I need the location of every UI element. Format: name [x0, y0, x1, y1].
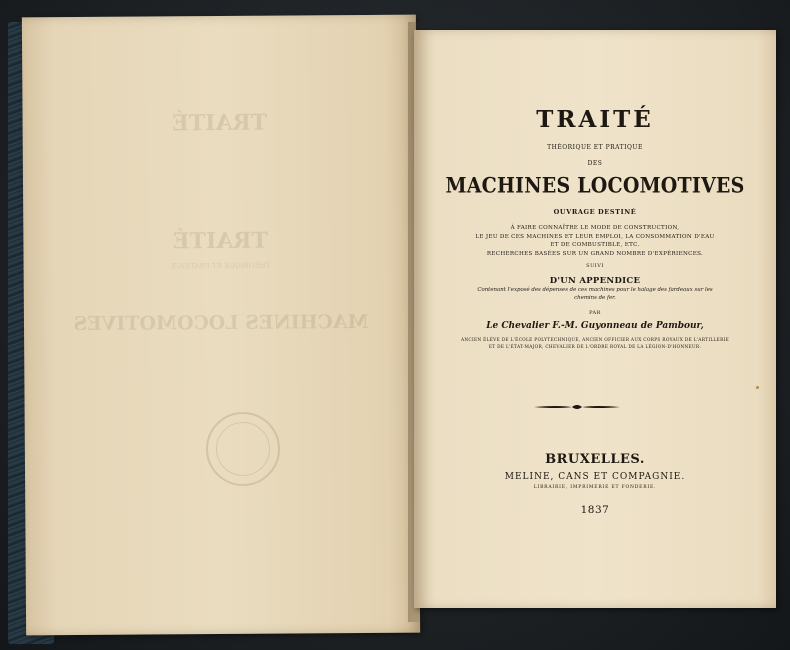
ghost-main-title: MACHINES LOCOMOTIVES	[73, 310, 369, 336]
appendix-heading: D'UN APPENDICE	[549, 276, 641, 286]
title: TRAITÉ	[536, 106, 654, 133]
par-word: PAR	[589, 310, 601, 316]
bleed-through-text	[22, 15, 420, 636]
author-name: Le Chevalier F.-M. Guyonneau de Pambour,	[486, 321, 704, 331]
description-line: À FAIRE CONNAÎTRE LE MODE DE CONSTRUCTION,	[510, 225, 680, 231]
appendix-line: chemins de fer.	[574, 294, 616, 301]
appendix-description	[414, 287, 776, 302]
credentials-line: ANCIEN ÉLÈVE DE L'ÉCOLE POLYTECHNIQUE, ANCIEN OFFICIER AUX CORPS ROYAUX DE L'ARTILLERIE	[460, 338, 730, 343]
year: 1837	[580, 504, 610, 516]
ghost-subtitle: THÉORIQUE ET PRATIQUE	[170, 261, 271, 271]
description-line: ET DE COMBUSTIBLE, ETC.	[550, 242, 640, 249]
title-page-text	[414, 30, 776, 608]
author-credentials	[414, 337, 776, 351]
appendix-line: Contenant l'exposé des dépenses de ces machines pour le halage des fardeaux sur les	[477, 287, 713, 293]
subtitle: THÉORIQUE ET PRATIQUE	[547, 144, 643, 151]
ghost-title-repeat: TRAITÉ	[172, 227, 269, 255]
description-block	[414, 224, 776, 258]
ouvrage-line: OUVRAGE DESTINÉ	[553, 208, 637, 216]
publisher: MELINE, CANS ET COMPAGNIE.	[504, 472, 686, 482]
suivi-word: SUIVI	[586, 263, 604, 269]
des-word: DES	[587, 160, 603, 167]
description-line: LE JEU DE CES MACHINES ET LEUR EMPLOI, LA CONSOMMATION D'EAU	[475, 233, 715, 240]
description-line: RECHERCHES BASÉES SUR UN GRAND NOMBRE D'EXPÉRIENCES.	[486, 250, 704, 257]
publisher-subline: LIBRAIRIE, IMPRIMERIE ET FONDERIE.	[533, 485, 657, 490]
foxing-spot	[756, 386, 759, 389]
faded-stamp	[206, 412, 280, 486]
city: BRUXELLES.	[545, 452, 645, 467]
ornament-rule	[532, 402, 622, 412]
main-title: MACHINES LOCOMOTIVES	[445, 173, 745, 199]
credentials-line: ET DE L'ÉTAT-MAJOR, CHEVALIER DE L'ORDRE ROYAL DE LA LÉGION-D'HONNEUR.	[488, 345, 702, 350]
ghost-title: TRAITÉ	[171, 109, 268, 137]
